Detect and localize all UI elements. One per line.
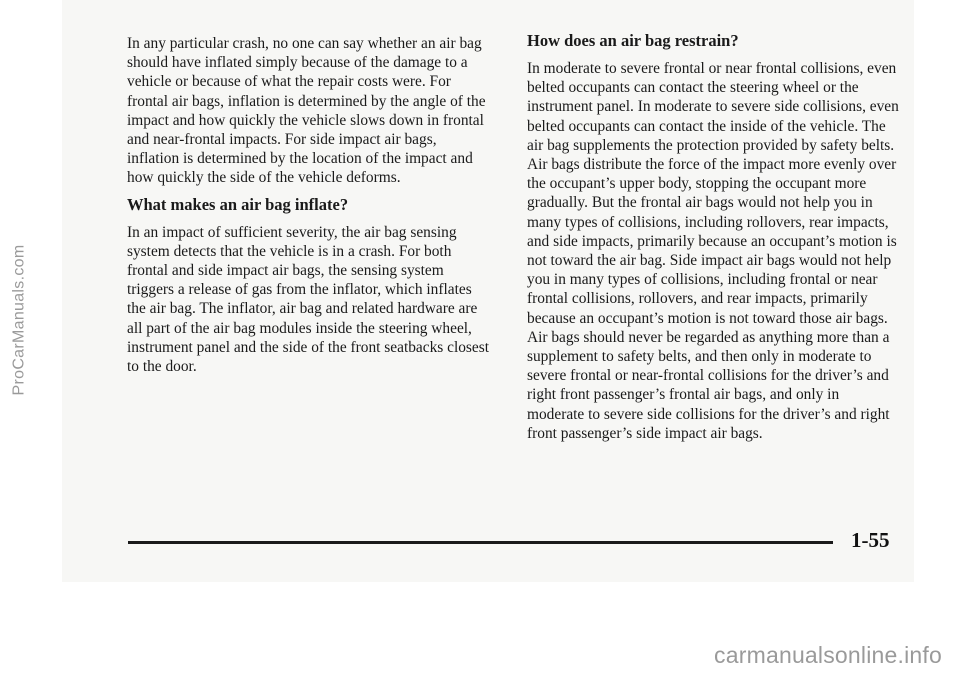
footer-watermark: carmanualsonline.info <box>714 642 942 668</box>
page-number: 1-55 <box>851 528 890 552</box>
inflate-heading: What makes an air bag inflate? <box>127 194 349 214</box>
footer-rule <box>128 541 833 544</box>
side-watermark-text: ProCarManuals.com <box>10 244 27 396</box>
inflate-paragraph: In an impact of sufficient severity, the air bag sensing system detects that the vehicle is in a crash. For both frontal and side impact air bags, the sensing system triggers a release of gas from the inflator, which inflates the air bag. The inflator, air bag and related hardware are all part of the air bag modules inside the steering wheel, instrument panel and the side of the front seatbacks closest to the door. <box>127 223 490 376</box>
right-column <box>527 31 899 443</box>
side-watermark <box>4 40 34 600</box>
restrain-heading: How does an air bag restrain? <box>527 31 739 50</box>
intro-paragraph: In any particular crash, no one can say whether an air bag should have inflated simply because of the damage to a vehicle or because of what the repair costs were. For frontal air bags, inflation is determined by the angle of the impact and how quickly the vehicle slows down in frontal and near-frontal impacts. For side impact air bags, inflation is determined by the location of the impact and how quickly the side of the vehicle deforms. <box>127 35 486 187</box>
left-column <box>127 34 492 376</box>
restrain-paragraph: In moderate to severe frontal or near frontal collisions, even belted occupants can contact the steering wheel or the instrument panel. In moderate to severe side collisions, even belted occupants can contact the inside of the vehicle. The air bag supplements the protection provided by safety belts. Air bags distribute the force of the impact more evenly over the occupant’s upper body, stopping the occupant more gradually. But the frontal air bags would not help you in many types of collisions, including rollovers, rear impacts, and side impacts, primarily because an occupant’s motion is not toward the air bag. Side impact air bags would not help you in many types of collisions, including frontal or near frontal collisions, rollovers, and rear impacts, primarily because an occupant’s motion is not toward those air bags. Air bags should never be regarded as anything more than a supplement to safety belts, and then only in moderate to severe frontal or near-frontal collisions for the driver’s and right front passenger’s frontal air bags, and only in moderate to severe side collisions for the driver’s and right front passenger’s side impact air bags. <box>527 60 899 442</box>
